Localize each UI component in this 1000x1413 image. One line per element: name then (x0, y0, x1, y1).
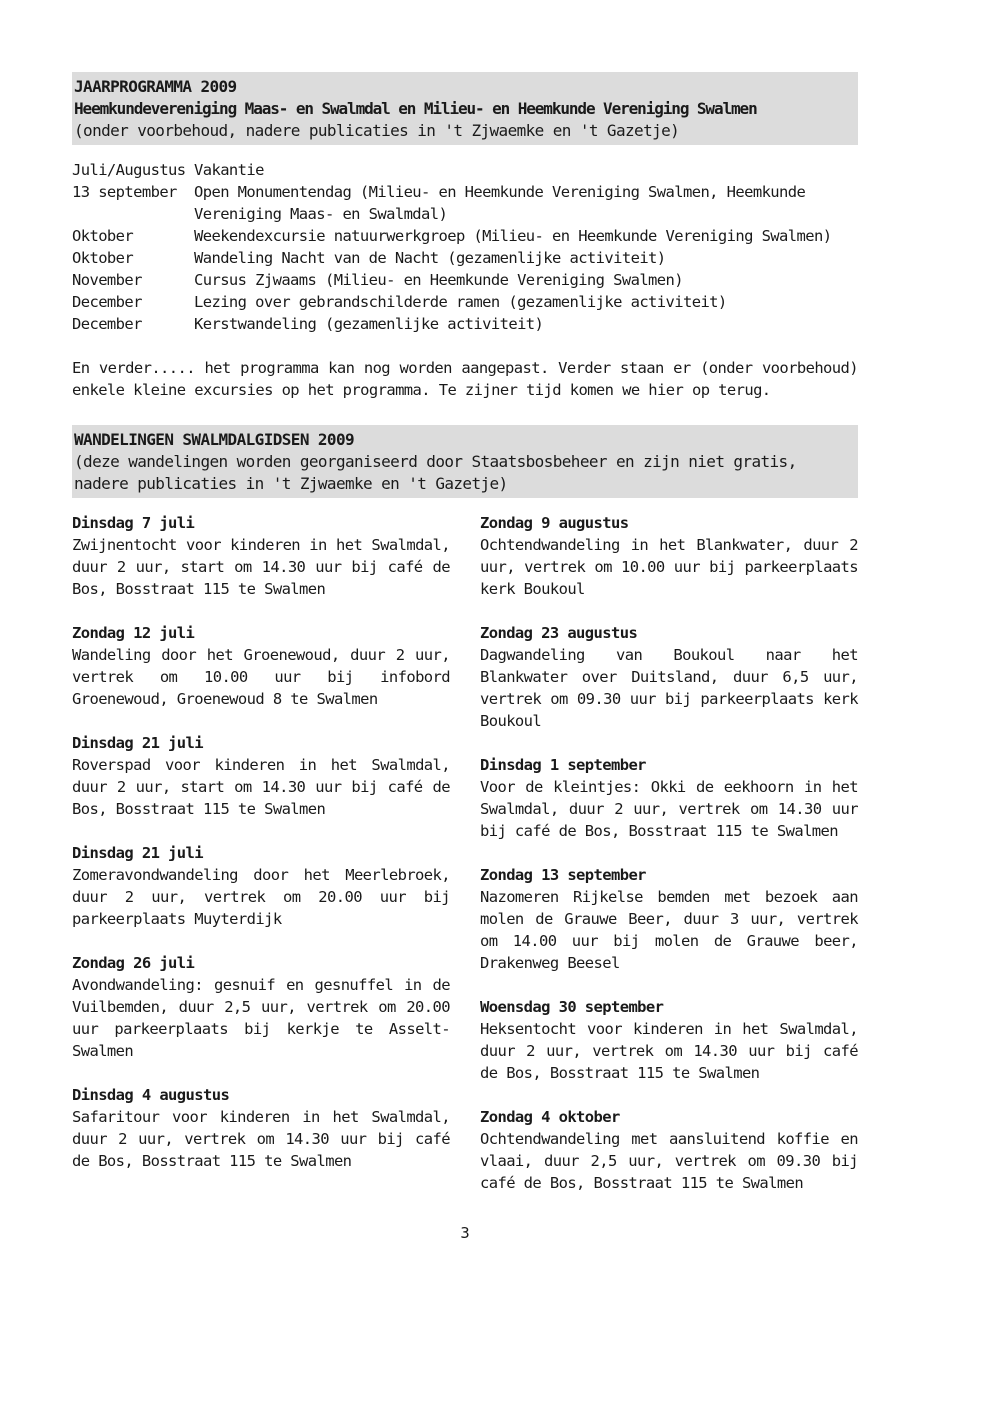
walk-date: Dinsdag 4 augustus (72, 1086, 230, 1104)
program-row (72, 269, 858, 291)
program-activity: Wandeling Nacht van de Nacht (gezamenlijke activiteit) (194, 249, 666, 267)
walk-entry (72, 1084, 450, 1172)
walks-note: (deze wandelingen worden georganiseerd door Staatsbosbeheer en zijn niet gratis, nadere publicaties in 't Zjwaemke en 't Gazetje) (74, 452, 797, 493)
walk-date: Woensdag 30 september (480, 998, 664, 1016)
walks-header (72, 425, 858, 498)
yearprogram-header (72, 72, 858, 145)
walk-description: Voor de kleintjes: Okki de eekhoorn in het Swalmdal, duur 2 uur, vertrek om 14.30 uur bij café de Bos, Bosstraat 115 te Swalmen (480, 778, 858, 840)
walk-description: Avondwandeling: gesnuif en gesnuffel in de Vuilbemden, duur 2,5 uur, vertrek om 20.00 uur parkeerplaats bij kerkje te Asselt-Swalmen (72, 976, 450, 1060)
program-date: December (72, 293, 142, 311)
program-activity: Open Monumentendag (Milieu- en Heemkunde Vereniging Swalmen, Heemkunde Vereniging Maas- en Swalmdal) (194, 183, 806, 223)
walk-entry (72, 622, 450, 710)
program-row (72, 291, 858, 313)
document-page (72, 72, 858, 1242)
program-row (72, 225, 858, 247)
walk-date: Dinsdag 21 juli (72, 844, 203, 862)
program-date: Juli/Augustus (72, 161, 186, 179)
walk-description: Nazomeren Rijkelse bemden met bezoek aan molen de Grauwe Beer, duur 3 uur, vertrek om 14.00 uur bij molen de Grauwe beer, Drakenweg Beesel (480, 888, 858, 972)
walks-title: WANDELINGEN SWALMDALGIDSEN 2009 (74, 430, 355, 449)
program-date: Oktober (72, 249, 134, 267)
walk-date: Dinsdag 7 juli (72, 514, 195, 532)
page-number: 3 (460, 1224, 470, 1242)
walk-entry (480, 622, 858, 732)
walk-entry (72, 512, 450, 600)
walk-date: Zondag 23 augustus (480, 624, 638, 642)
walk-description: Zomeravondwandeling door het Meerlebroek, duur 2 uur, vertrek om 20.00 uur bij parkeerplaats Muyterdijk (72, 866, 450, 928)
organisation-name: Heemkundevereniging Maas- en Swalmdal en Milieu- en Heemkunde Vereniging Swalmen (74, 99, 757, 118)
walk-entry (480, 996, 858, 1084)
walk-description: Ochtendwandeling met aansluitend koffie en vlaai, duur 2,5 uur, vertrek om 09.30 bij café de Bos, Bosstraat 115 te Swalmen (480, 1130, 858, 1192)
walk-date: Zondag 9 augustus (480, 514, 629, 532)
program-date: 13 september (72, 183, 177, 201)
walk-date: Dinsdag 1 september (480, 756, 646, 774)
program-activity: Lezing over gebrandschilderde ramen (gezamenlijke activiteit) (194, 293, 727, 311)
walk-description: Dagwandeling van Boukoul naar het Blankwater over Duitsland, duur 6,5 uur, vertrek om 09.30 uur bij parkeerplaats kerk Boukoul (480, 646, 858, 730)
walk-description: Ochtendwandeling in het Blankwater, duur 2 uur, vertrek om 10.00 uur bij parkeerplaats kerk Boukoul (480, 536, 858, 598)
walk-description: Wandeling door het Groenewoud, duur 2 uur, vertrek om 10.00 uur bij infobord Groenewoud, Groenewoud 8 te Swalmen (72, 646, 450, 708)
program-row (72, 159, 858, 181)
walk-date: Zondag 4 oktober (480, 1108, 620, 1126)
walk-description: Zwijnentocht voor kinderen in het Swalmdal, duur 2 uur, start om 14.30 uur bij café de Bos, Bosstraat 115 te Swalmen (72, 536, 450, 598)
walk-entry (480, 1106, 858, 1194)
program-date: December (72, 315, 142, 333)
walk-date: Zondag 13 september (480, 866, 646, 884)
walk-entry (480, 512, 858, 600)
walk-date: Dinsdag 21 juli (72, 734, 203, 752)
walk-description: Heksentocht voor kinderen in het Swalmdal, duur 2 uur, vertrek om 14.30 uur bij café de Bos, Bosstraat 115 te Swalmen (480, 1020, 858, 1082)
walk-date: Zondag 12 juli (72, 624, 195, 642)
program-activity: Vakantie (194, 161, 264, 179)
program-date: November (72, 271, 142, 289)
walks-columns (72, 512, 858, 1216)
walks-right-column (480, 512, 858, 1216)
walk-date: Zondag 26 juli (72, 954, 195, 972)
program-row (72, 247, 858, 269)
walk-entry (480, 864, 858, 974)
walk-description: Roverspad voor kinderen in het Swalmdal, duur 2 uur, start om 14.30 uur bij café de Bos, Bosstraat 115 te Swalmen (72, 756, 450, 818)
walk-entry (72, 732, 450, 820)
program-row (72, 181, 858, 225)
walks-left-column (72, 512, 450, 1216)
walk-entry (72, 952, 450, 1062)
program-date: Oktober (72, 227, 134, 245)
verder-paragraph: En verder..... het programma kan nog worden aangepast. Verder staan er (onder voorbehoud) enkele kleine excursies op het programma. Te zijner tijd komen we hier op terug. (72, 359, 858, 399)
walk-description: Safaritour voor kinderen in het Swalmdal, duur 2 uur, vertrek om 14.30 uur bij café de Bos, Bosstraat 115 te Swalmen (72, 1108, 450, 1170)
yearprogram-note: (onder voorbehoud, nadere publicaties in 't Zjwaemke en 't Gazetje) (74, 121, 680, 140)
program-activity: Weekendexcursie natuurwerkgroep (Milieu- en Heemkunde Vereniging Swalmen) (194, 227, 832, 245)
yearprogram-list (72, 159, 858, 335)
yearprogram-title: JAARPROGRAMMA 2009 (74, 77, 237, 96)
walk-entry (72, 842, 450, 930)
program-row (72, 313, 858, 335)
program-activity: Kerstwandeling (gezamenlijke activiteit) (194, 315, 544, 333)
walk-entry (480, 754, 858, 842)
program-activity: Cursus Zjwaams (Milieu- en Heemkunde Vereniging Swalmen) (194, 271, 683, 289)
